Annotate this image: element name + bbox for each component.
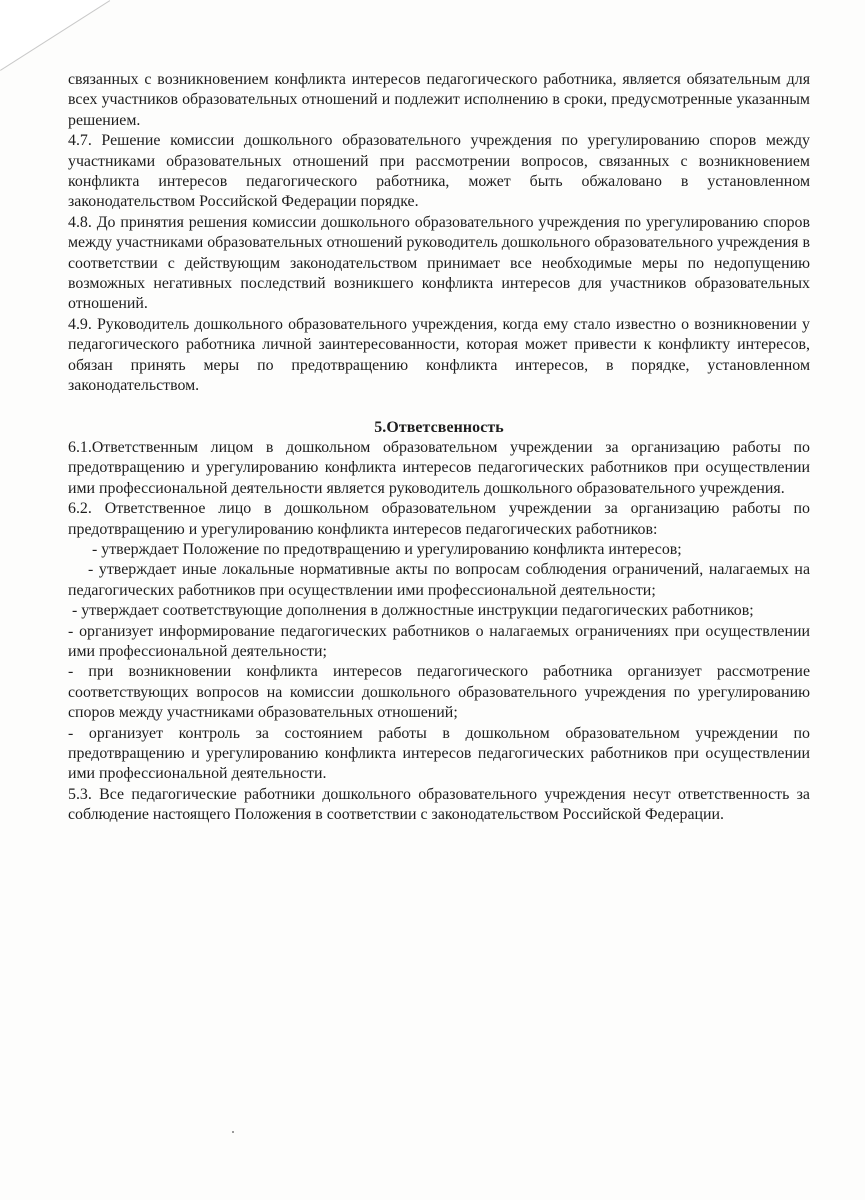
list-item: - организует информирование педагогических работников о налагаемых ограничениях при осуществлении ими профессиональной деятельности;	[68, 622, 810, 660]
document-body	[68, 70, 810, 826]
list-item: - при возникновении конфликта интересов педагогического работника организует рассмотрение соответствующих вопросов на комиссии дошкольного образовательного учреждения по урегулированию споров между участниками образовательных отношений;	[68, 663, 810, 722]
paragraph-4-9: 4.9. Руководитель дошкольного образовательного учреждения, когда ему стало известно о возникновении у педагогического работника личной заинтересованности, которая может привести к конфликту интересов, обязан принять меры по предотвращению конфликта интересов, в порядке, установленном законодательством.	[68, 315, 810, 395]
paragraph-4-8: 4.8. До принятия решения комиссии дошкольного образовательного учреждения по урегулированию споров между участниками образовательных отношений руководитель дошкольного образовательного учреждения в соответствии с действующим законодательством принимает все необходимые меры по недопущению возможных негативных последствий возникшего конфликта интересов для участников образовательных отношений.	[68, 213, 810, 313]
list-item: - утверждает Положение по предотвращению и урегулированию конфликта интересов;	[92, 540, 682, 558]
paragraph-6-2: 6.2. Ответственное лицо в дошкольном образовательном учреждении за организацию работы по предотвращению и урегулированию конфликта интересов педагогических работников:	[68, 500, 810, 538]
list-item: - утверждает иные локальные нормативные акты по вопросам соблюдения ограничений, налагаемых на педагогических работников при осуществлении ими профессиональной деятельности;	[68, 561, 810, 599]
paragraph-continued: связанных с возникновением конфликта интересов педагогического работника, является обязательным для всех участников образовательных отношений и подлежит исполнению в сроки, предусмотренные указанным решением.	[68, 71, 810, 129]
list-item: - организует контроль за состоянием работы в дошкольном образовательном учреждении по предотвращению и урегулированию конфликта интересов педагогических работников при осуществлении ими профессиональной деятельности.	[68, 724, 810, 783]
paragraph-6-1: 6.1.Ответственным лицом в дошкольном образовательном учреждении за организацию работы по предотвращению и урегулированию конфликта интересов педагогических работников при осуществлении ими профессиональной деятельности является руководитель дошкольного образовательного учреждения.	[68, 438, 810, 497]
section-heading: 5.Ответсвенность	[374, 418, 504, 436]
paragraph-5-3: 5.3. Все педагогические работники дошкольного образовательного учреждения несут ответственность за соблюдение настоящего Положения в соответствии с законодательством Российской Федерации.	[68, 785, 810, 824]
scan-speck	[232, 1131, 234, 1133]
paragraph-4-7: 4.7. Решение комиссии дошкольного образовательного учреждения по урегулированию споров между участниками образовательных отношений при рассмотрении вопросов, связанных с возникновением конфликта интересов педагогического работника, может быть обжаловано в установленном законодательством Российской Федерации порядке.	[68, 132, 810, 211]
list-item: - утверждает соответствующие дополнения в должностные инструкции педагогических работников;	[72, 602, 754, 620]
